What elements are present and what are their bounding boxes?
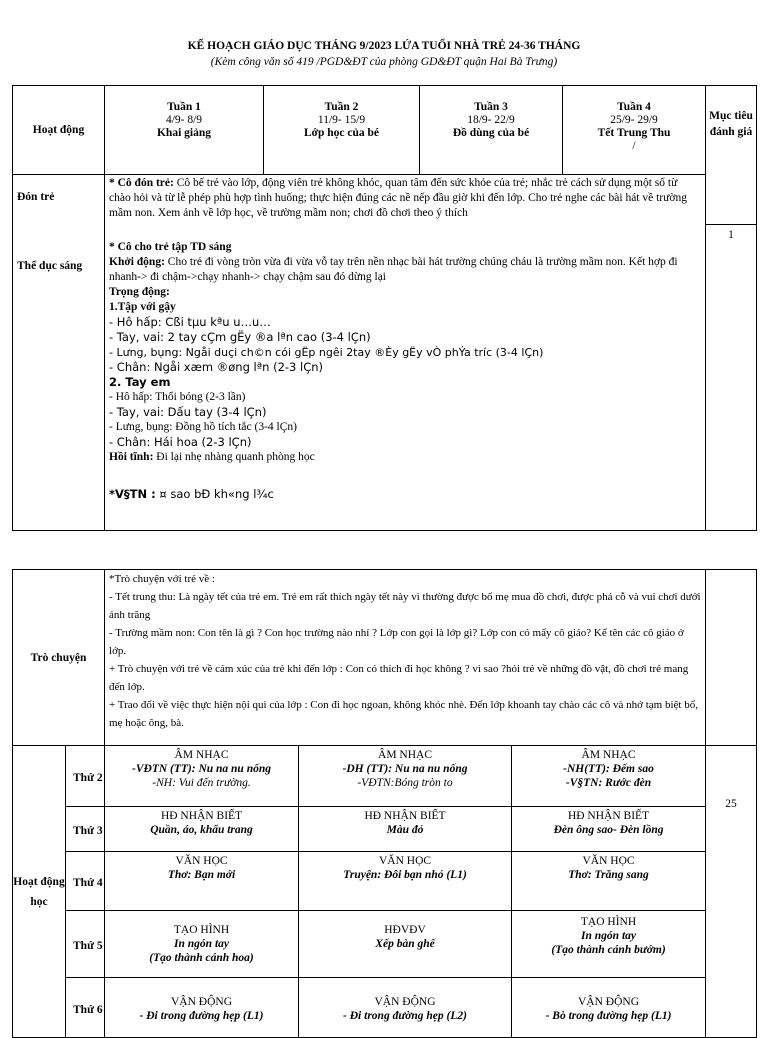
week-3-dates: 18/9- 22/9 [467, 114, 515, 126]
lesson-line: Màu đỏ [386, 824, 424, 836]
lesson-line: -DH (TT): Nu na nu nống [342, 763, 468, 775]
the-duc-content [105, 224, 706, 530]
lesson-title: VẬN ĐỘNG [374, 996, 436, 1008]
don-tre-label: Đón trẻ [13, 175, 105, 225]
lesson-cell [105, 911, 299, 978]
day-label-thu-2: Thứ 2 [66, 746, 105, 807]
khoi-dong-paragraph [109, 255, 701, 285]
week-4-theme: Tết Trung Thu [597, 127, 671, 139]
exercise-1-line: - Lưng, bụng: Ngåi duçi ch©n cói gËp ngêi 2tay ®Èy gËy vÒ phÝa tríc (3-4 lÇn) [109, 346, 544, 359]
lesson-title: TẠO HÌNH [173, 924, 230, 936]
hoi-tinh-text: Đi lại nhẹ nhàng quanh phòng học [153, 451, 315, 463]
lesson-title: VẬN ĐỘNG [171, 996, 233, 1008]
week-4-dates: 25/9- 29/9 [610, 114, 658, 126]
activity-column-header: Hoạt động [13, 86, 105, 175]
lesson-cell [105, 746, 299, 807]
tro-chuyen-content [105, 570, 706, 746]
lesson-cell [105, 852, 299, 911]
lesson-cell [299, 746, 512, 807]
trong-dong-label: Trọng động: [109, 286, 170, 298]
the-duc-heading: * Cô cho trẻ tập TD sáng [109, 241, 232, 253]
week-2-header [264, 86, 420, 175]
khoi-dong-text: Cho trẻ đi vòng tròn vừa đi vừa vỗ tay trên nền nhạc bài hát trường chúng cháu là trường mầm non. Kết hợp đi nhanh-> đi chậm->chạy nhanh-> chạy chậm sau đó dừng lại [109, 256, 678, 283]
lesson-cell [512, 852, 706, 911]
lesson-line: Xếp bàn ghế [375, 938, 435, 950]
lesson-line: In ngón tay [174, 938, 229, 950]
week-2-name: Tuần 2 [324, 101, 359, 113]
lesson-line: In ngón tay [581, 930, 636, 942]
lesson-title: VẬN ĐỘNG [578, 996, 640, 1008]
lesson-line: (Tạo thành cánh bướm) [551, 944, 666, 956]
tro-chuyen-line: - Tết trung thu: Là ngày tết của trẻ em. Trẻ em rất thích ngày tết này vì thường được bố mẹ mua đồ chơi, được phá cỗ và vui chơi dưới ánh trăng [109, 591, 701, 621]
lesson-line: - Bò trong đường hẹp (L1) [545, 1010, 672, 1022]
hoi-tinh-paragraph [109, 450, 701, 465]
hoat-dong-hoc-label [13, 746, 66, 1038]
goal-value-25: 25 [706, 746, 757, 1038]
week-4-extra: / [632, 140, 636, 152]
week-2-theme: Lớp học của bé [303, 127, 380, 139]
exercise-2-line: - Lưng, bụng: Đồng hồ tích tắc (3-4 lÇn) [109, 421, 297, 433]
exercise-2-line: - Tay, vai: Dấu tay (3-4 lÇn) [109, 405, 267, 419]
day-label-thu-6: Thứ 6 [66, 978, 105, 1038]
lesson-title: HĐ NHẬN BIẾT [567, 810, 650, 822]
exercise-2-line: - Hô hấp: Thổi bóng (2-3 lần) [109, 391, 246, 403]
goal-header-text: Mục tiêu đánh giá [709, 110, 753, 138]
lesson-title: ÂM NHẠC [378, 749, 433, 761]
lesson-line: -V§TN: Rước đèn [565, 777, 652, 789]
lesson-line: Quần, áo, khẩu trang [150, 824, 253, 836]
lesson-cell [299, 911, 512, 978]
lesson-cell [105, 978, 299, 1038]
day-label-thu-5: Thứ 5 [66, 911, 105, 978]
lesson-line: - Đi trong đường hẹp (L2) [343, 1010, 467, 1022]
lesson-title: VĂN HỌC [378, 855, 432, 867]
week-1-header [105, 86, 264, 175]
lesson-line: -VĐTN:Bóng tròn to [357, 777, 453, 789]
the-duc-label: Thể dục sáng [13, 224, 105, 530]
week-1-theme: Khai giảng [156, 127, 211, 139]
hoat-dong-hoc-text: Hoạt động học [13, 875, 65, 908]
exercise-1-line: - Tay, vai: 2 tay cÇm gËy ®a lªn cao (3-4 lÇn) [109, 330, 371, 344]
tro-chuyen-label: Trò chuyện [13, 570, 105, 746]
lesson-title: TẠO HÌNH [580, 916, 637, 928]
plan-table-top [12, 85, 757, 531]
lesson-cell [512, 978, 706, 1038]
lesson-line: Đèn ông sao- Đèn lồng [553, 824, 664, 836]
lesson-cell [512, 911, 706, 978]
don-tre-heading: * Cô đón trẻ: [109, 177, 174, 189]
exercise-1-line: - Hô hấp: Cßi tµu kªu u…u… [109, 315, 271, 329]
lesson-cell [512, 746, 706, 807]
week-4-header [563, 86, 706, 175]
vstn-label: *V§TN : [109, 487, 156, 501]
goal-value-1: 1 [706, 224, 757, 530]
vstn-text: ¤ sao bÐ kh«ng l¾c [155, 487, 274, 501]
tro-chuyen-line: *Trò chuyện với trẻ về : [109, 573, 215, 585]
lesson-title: HĐ NHẬN BIẾT [364, 810, 446, 822]
exercise-2-title: 2. Tay em [109, 375, 171, 389]
day-label-thu-3: Thứ 3 [66, 807, 105, 852]
don-tre-text: Cô bế trẻ vào lớp, động viên trẻ không khóc, quan tâm đến sức khỏe của trẻ; nhắc trẻ cách sử dụng một số từ chào hỏi và từ lễ phép phù hợp tình huống; thực hiện đúng các nề nếp đầu giờ khi đến lớp. Cho trẻ nghe các bài hát về trường mầm non. Xem ảnh về lớp học, về trường mầm non; chơi đồ chơi theo ý thích [109, 177, 687, 219]
khoi-dong-label: Khởi động: [109, 256, 165, 268]
hoi-tinh-label: Hồi tĩnh: [109, 451, 154, 463]
lesson-cell [512, 807, 706, 852]
lesson-title: VĂN HỌC [582, 855, 635, 867]
lesson-title: ÂM NHẠC [174, 749, 229, 761]
lesson-line: Truyện: Đôi bạn nhỏ (L1) [343, 869, 467, 881]
don-tre-content [105, 175, 706, 225]
lesson-line: -NH: Vui đến trường. [152, 777, 251, 789]
tro-chuyen-goal [706, 570, 757, 746]
goal-column-header [706, 86, 757, 225]
week-1-name: Tuần 1 [167, 101, 201, 113]
week-1-dates: 4/9- 8/9 [165, 114, 203, 126]
week-4-name: Tuần 4 [617, 101, 651, 113]
week-3-header [420, 86, 563, 175]
day-label-thu-4: Thứ 4 [66, 852, 105, 911]
plan-table-bottom [12, 569, 757, 1038]
week-2-dates: 11/9- 15/9 [317, 114, 366, 126]
lesson-line: -VĐTN (TT): Nu na nu nống [132, 763, 271, 775]
lesson-line: (Tạo thành cánh hoa) [149, 952, 254, 964]
lesson-line: Thơ: Trăng sang [568, 869, 649, 881]
lesson-cell [299, 852, 512, 911]
tro-chuyen-line: + Trao đổi về việc thực hiện nội qui của lớp : Con đi học ngoan, không khóc nhè. Đến lớp khoanh tay chào các cô và nhớ tạm biệt bố, mẹ hoặc ông, bà. [109, 699, 698, 729]
lesson-title: HĐVĐV [384, 924, 426, 936]
exercise-1-line: - Chân: Ngåi xæm ®øng lªn (2-3 lÇn) [109, 360, 324, 374]
week-3-theme: Đồ dùng của bé [452, 127, 530, 139]
lesson-title: VĂN HỌC [175, 855, 228, 867]
lesson-line: - Đi trong đường hẹp (L1) [139, 1010, 264, 1022]
lesson-line: Thơ: Bạn mới [167, 869, 236, 881]
vstn-paragraph [109, 487, 701, 502]
exercise-1-title: 1.Tập với gậy [109, 301, 176, 313]
document-title: KẾ HOẠCH GIÁO DỤC THÁNG 9/2023 LỨA TUỔI NHÀ TRẺ 24-36 THÁNG [187, 40, 581, 52]
lesson-cell [299, 807, 512, 852]
exercise-2-line: - Chân: Hái hoa (2-3 lÇn) [109, 435, 252, 449]
week-3-name: Tuần 3 [474, 101, 508, 113]
lesson-title: HĐ NHẬN BIẾT [160, 810, 243, 822]
tro-chuyen-line: - Trường mầm non: Con tên là gì ? Con học trường nào nhỉ ? Lớp con gọi là lớp gì? Lớp con có mấy cô giáo? Kể tên các cô giáo ở lớp. [109, 627, 684, 657]
lesson-cell [299, 978, 512, 1038]
lesson-cell [105, 807, 299, 852]
lesson-line: -NH(TT): Đếm sao [563, 763, 654, 775]
document-subtitle: (Kèm công văn số 419 /PGD&ĐT của phòng GD&ĐT quận Hai Bà Trưng) [210, 56, 558, 68]
lesson-title: ÂM NHẠC [581, 749, 636, 761]
tro-chuyen-line: + Trò chuyện với trẻ về cảm xúc của trẻ khi đến lớp : Con có thích đi học không ? vì sao ?hỏi trẻ về những đồ vật, đồ chơi trẻ mang đến lớp. [109, 663, 689, 693]
